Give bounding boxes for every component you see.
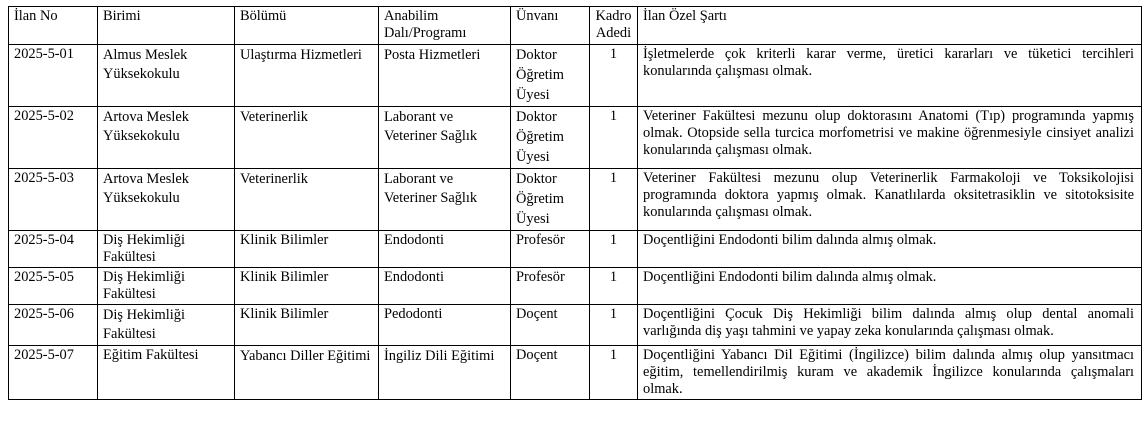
cell-sart: Veteriner Fakültesi mezunu olup doktorasını Anatomi (Tıp) programında yapmış olmak. Otopside sella turcica morfometrisi ve makine öğrenmesiyle cinsiyet analizi konularında çalışması olmak. [638,107,1142,169]
header-ilan-no: İlan No [9,7,98,45]
cell-kadro: 1 [590,107,638,169]
table-row [9,268,1142,305]
cell-anabilim: Endodonti [379,231,511,268]
table-row [9,231,1142,268]
cell-birimi: Diş Hekimliği Fakültesi [98,305,235,346]
cell-ilan-no: 2025-5-07 [9,346,98,400]
cell-sart: Doçentliğini Endodonti bilim dalında almış olmak. [638,231,1142,268]
cell-anabilim: İngiliz Dili Eğitimi [379,346,511,400]
cell-unvani: Doktor Öğretim Üyesi [511,45,590,107]
cell-kadro: 1 [590,45,638,107]
header-unvani: Ünvanı [511,7,590,45]
cell-sart: Veteriner Fakültesi mezunu olup Veterinerlik Farmakoloji ve Toksikolojisi programında doktora yapmış olmak. Kanatlılarda oksitetrasiklin ve sitotoksisite konularında çalışması olmak. [638,169,1142,231]
cell-anabilim: Posta Hizmetleri [379,45,511,107]
cell-anabilim: Pedodonti [379,305,511,346]
cell-ilan-no: 2025-5-03 [9,169,98,231]
table-row [9,346,1142,400]
cell-unvani: Doçent [511,305,590,346]
cell-sart: İşletmelerde çok kriterli karar verme, üretici kararları ve tüketici tercihleri konularında çalışması olmak. [638,45,1142,107]
cell-bolumu: Klinik Bilimler [235,268,379,305]
cell-sart: Doçentliğini Yabancı Dil Eğitimi (İngilizce) bilim dalında almış olup yansıtmacı eğitim, temellendirilmiş kuram ve akademik İngilizce konularında çalışmaları olmak. [638,346,1142,400]
cell-unvani: Doktor Öğretim Üyesi [511,107,590,169]
cell-birimi: Artova Meslek Yüksekokulu [98,107,235,169]
cell-ilan-no: 2025-5-06 [9,305,98,346]
header-sart: İlan Özel Şartı [638,7,1142,45]
cell-bolumu: Yabancı Diller Eğitimi [235,346,379,400]
header-anabilim: Anabilim Dalı/Programı [379,7,511,45]
header-birimi: Birimi [98,7,235,45]
cell-kadro: 1 [590,346,638,400]
cell-anabilim: Laborant ve Veteriner Sağlık [379,169,511,231]
table-row [9,45,1142,107]
cell-anabilim: Endodonti [379,268,511,305]
cell-unvani: Profesör [511,231,590,268]
cell-ilan-no: 2025-5-04 [9,231,98,268]
cell-sart: Doçentliğini Endodonti bilim dalında almış olmak. [638,268,1142,305]
table-row [9,107,1142,169]
cell-kadro: 1 [590,268,638,305]
cell-kadro: 1 [590,169,638,231]
job-listing-table [8,6,1142,400]
cell-bolumu: Klinik Bilimler [235,231,379,268]
cell-sart: Doçentliğini Çocuk Diş Hekimliği bilim dalında almış olup dental anomali varlığında diş yaşı tahmini ve yapay zeka konularında çalışması olmak. [638,305,1142,346]
cell-bolumu: Klinik Bilimler [235,305,379,346]
cell-unvani: Profesör [511,268,590,305]
cell-anabilim: Laborant ve Veteriner Sağlık [379,107,511,169]
cell-birimi: Diş Hekimliği Fakültesi [98,268,235,305]
cell-ilan-no: 2025-5-02 [9,107,98,169]
header-kadro: Kadro Adedi [590,7,638,45]
cell-kadro: 1 [590,305,638,346]
cell-bolumu: Veterinerlik [235,107,379,169]
cell-bolumu: Ulaştırma Hizmetleri [235,45,379,107]
cell-birimi: Eğitim Fakültesi [98,346,235,400]
cell-birimi: Diş Hekimliği Fakültesi [98,231,235,268]
cell-birimi: Almus Meslek Yüksekokulu [98,45,235,107]
cell-ilan-no: 2025-5-01 [9,45,98,107]
cell-ilan-no: 2025-5-05 [9,268,98,305]
table-row [9,305,1142,346]
cell-unvani: Doçent [511,346,590,400]
table-row [9,169,1142,231]
cell-kadro: 1 [590,231,638,268]
table-header-row [9,7,1142,45]
document-page [8,6,1141,400]
cell-unvani: Doktor Öğretim Üyesi [511,169,590,231]
header-bolumu: Bölümü [235,7,379,45]
cell-bolumu: Veterinerlik [235,169,379,231]
cell-birimi: Artova Meslek Yüksekokulu [98,169,235,231]
